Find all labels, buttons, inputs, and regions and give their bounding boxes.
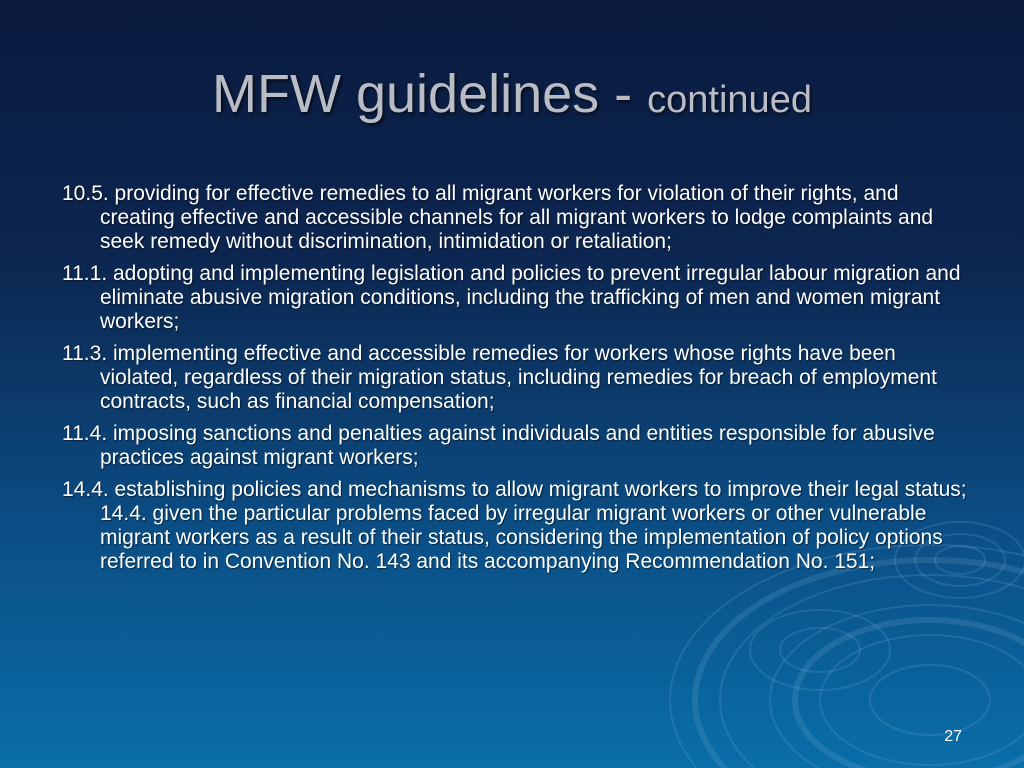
slide-title-suffix: continued <box>647 79 812 121</box>
slide-title <box>0 62 1024 132</box>
list-item: 11.3. implementing effective and accessible remedies for workers whose rights have been violated, regardless of their migration status, including remedies for breach of employment contracts, such as financial compensation; <box>62 342 937 413</box>
list-item: 11.4. imposing sanctions and penalties against individuals and entities responsible for abusive practices against migrant workers; <box>62 422 935 469</box>
list-item: 11.1. adopting and implementing legislation and policies to prevent irregular labour migration and eliminate abusive migration conditions, including the trafficking of men and women migrant workers; <box>62 262 961 333</box>
guidelines-list <box>62 182 967 582</box>
list-item: 14.4. establishing policies and mechanisms to allow migrant workers to improve their legal status; 14.4. given the particular problems faced by irregular migrant workers or other vulnerable migrant workers as a result of their status, considering the implementation of policy options referred to in Convention No. 143 and its accompanying Recommendation No. 151; <box>62 478 967 573</box>
list-item: 10.5. providing for effective remedies to all migrant workers for violation of their rights, and creating effective and accessible channels for all migrant workers to lodge complaints and seek remedy without discrimination, intimidation or retaliation; <box>62 182 934 253</box>
slide-title-main: MFW guidelines - <box>212 64 648 124</box>
slide-number: 27 <box>944 728 962 745</box>
